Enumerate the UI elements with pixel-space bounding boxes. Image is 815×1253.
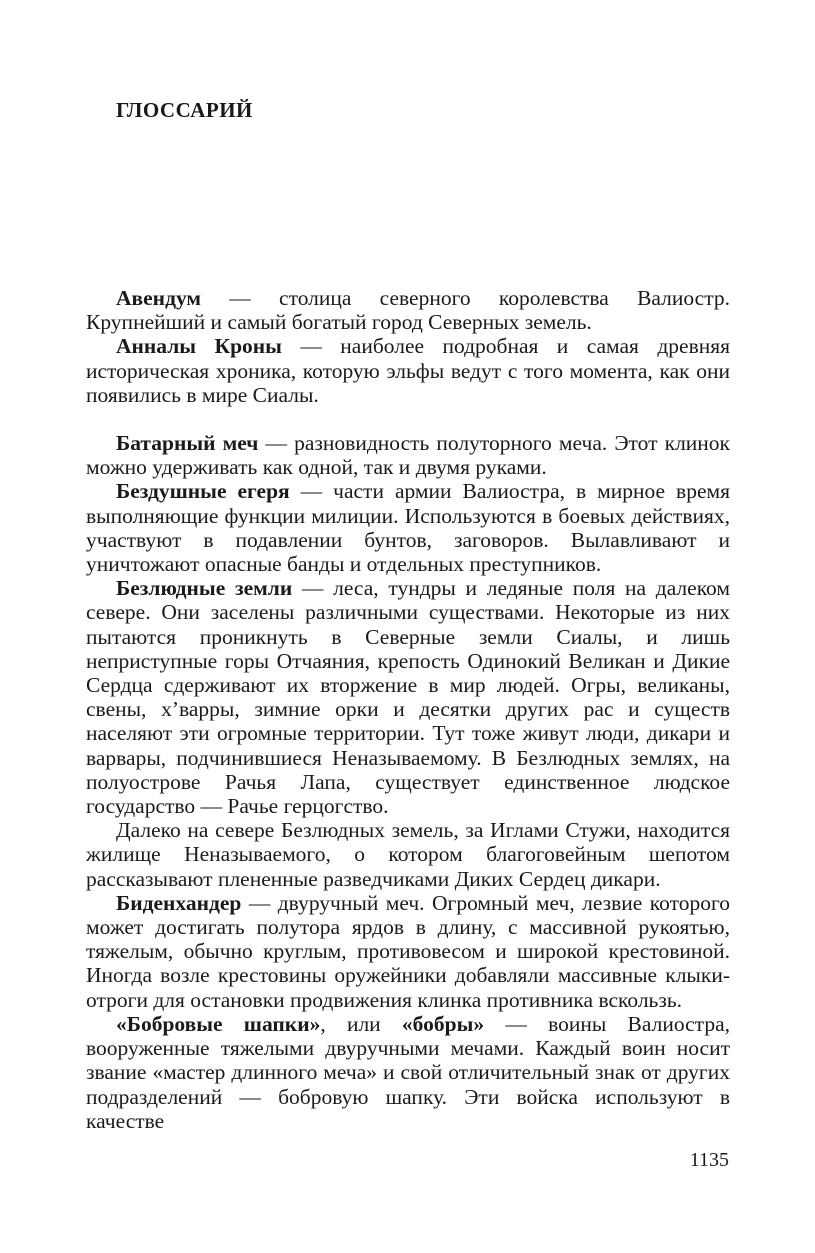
entry-term: «Бобровые шапки»	[116, 1011, 321, 1036]
entry-definition: — части армии Валиостра, в мирное время выполняющие функции милиции. Используются в боевых действиях, участвуют в подавлении бунтов, заговоров. Вылавливают и уничтожают опасные банды и отдельных преступников.	[86, 479, 730, 577]
glossary-entry-bezdushnye-egerya	[86, 479, 730, 576]
entry-definition: Далеко на севере Безлюдных земель, за Иглами Стужи, находится жилище Неназываемого, о котором благоговейным шепотом рассказывают плененные разведчиками Диких Сердец дикари.	[86, 818, 730, 891]
page-heading: ГЛОССАРИЙ	[116, 98, 253, 122]
glossary-entry-avendum	[86, 286, 730, 334]
section-gap	[86, 407, 730, 431]
entry-definition: — столица северного королевства Валиостр. Крупнейший и самый богатый город Северных земель.	[86, 286, 730, 335]
entry-definition: — воины Валиостра, вооруженные тяжелыми двуручными мечами. Каждый воин носит звание «мастер длинного меча» и свой отличительный знак от других подразделений — бобровую шапку. Эти войска используют в качестве	[86, 1011, 730, 1133]
page-number: 1135	[689, 1149, 729, 1171]
entry-term-alt: «бобры»	[401, 1011, 485, 1036]
entry-definition: — леса, тундры и ледяные поля на далеком севере. Они заселены различными существами. Некоторые из них пытаются проникнуть в Северные земли Сиалы, и лишь неприступные горы Отчаяния, крепость Одинокий Великан и Дикие Сердца сдерживают их вторжение в мир людей. Огры, великаны, свены, х’варры, зимние орки и десятки других рас и существ населяют эти огромные территории. Тут тоже живут люди, дикари и варвары, подчинившиеся Неназываемому. В Безлюдных землях, на полуострове Рачья Лапа, существует единственное людское государство — Рачье герцогство.	[86, 576, 731, 819]
glossary-body	[86, 286, 730, 1133]
glossary-entry-batarny-mech	[86, 431, 730, 479]
entry-term: Авендум	[116, 286, 202, 310]
entry-term: Биденхандер	[116, 890, 242, 915]
entry-definition: — наиболее подробная и самая древняя историческая хроника, которую эльфы ведут с того момента, как они появились в мире Сиалы.	[86, 334, 731, 407]
entry-term: Безлюдные земли	[116, 576, 293, 601]
entry-definition: — разновидность полуторного меча. Этот клинок можно удерживать как одной, так и двумя руками.	[86, 431, 731, 480]
entry-term: Бездушные егеря	[116, 479, 290, 504]
glossary-entry-bezlyudnye-zemli	[86, 576, 730, 818]
glossary-entry-bobrovye-shapki	[86, 1012, 730, 1133]
entry-term: Анналы Кроны	[116, 334, 282, 359]
glossary-entry-annaly-krony	[86, 334, 730, 407]
entry-term: Батарный меч	[116, 431, 259, 456]
entry-definition: — двуручный меч. Огромный меч, лезвие которого может достигать полутора ярдов в длину, с массивной рукоятью, тяжелым, обычно круглым, противовесом и широкой крестовиной. Иногда возле крестовины оружейники добавляли массивные клыки-отроги для остановки продвижения клинка противника вскользь.	[86, 890, 730, 1012]
entry-connector: , или	[320, 1011, 402, 1036]
glossary-entry-bidenhander	[86, 891, 730, 1012]
glossary-entry-continuation	[86, 818, 730, 891]
